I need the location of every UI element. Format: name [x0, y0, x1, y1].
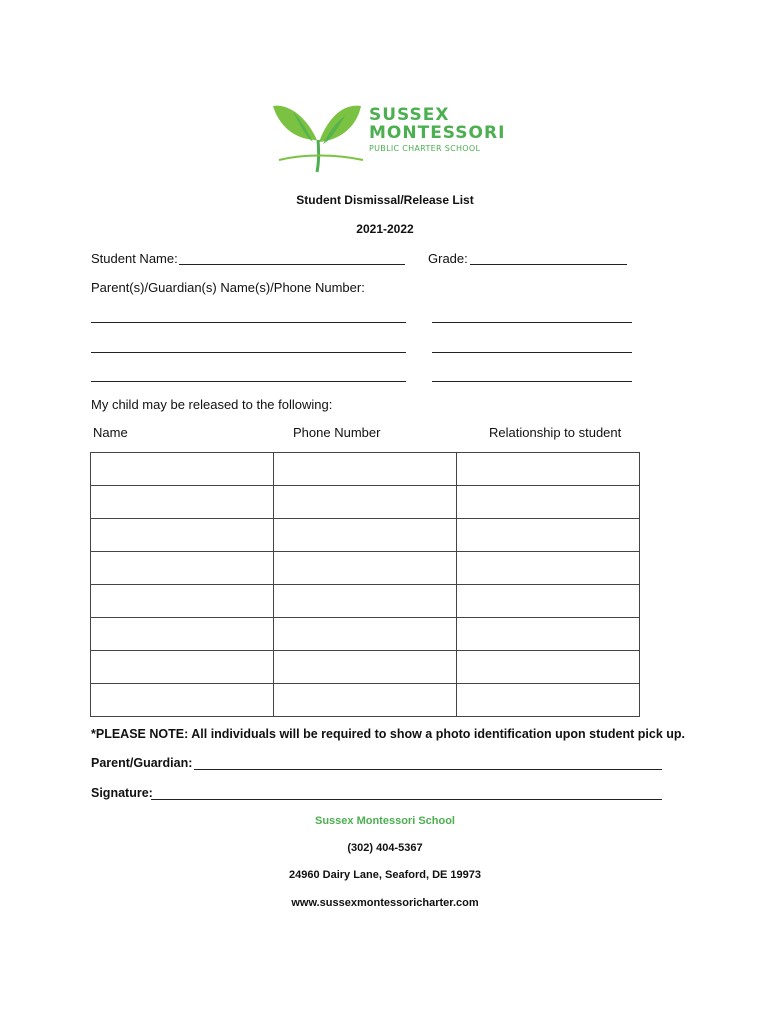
page-title: Student Dismissal/Release List [296, 193, 474, 207]
relationship-cell[interactable] [457, 453, 640, 486]
relationship-cell[interactable] [457, 486, 640, 519]
phone-cell[interactable] [274, 453, 457, 486]
phone-cell[interactable] [274, 585, 457, 618]
relationship-cell[interactable] [457, 519, 640, 552]
table-row [91, 651, 640, 684]
parent-name-field-3[interactable] [91, 381, 406, 382]
parent-phone-field-3[interactable] [432, 381, 632, 382]
school-year: 2021-2022 [356, 222, 414, 236]
parent-phone-field-1[interactable] [432, 322, 632, 323]
name-cell[interactable] [91, 519, 274, 552]
footer-website[interactable]: www.sussexmontessoricharter.com [291, 897, 479, 909]
footer-address: 24960 Dairy Lane, Seaford, DE 19973 [289, 869, 481, 881]
table-row [91, 552, 640, 585]
signature-label: Signature: [91, 786, 153, 800]
logo-text-subtitle: PUBLIC CHARTER SCHOOL [369, 144, 481, 153]
name-cell[interactable] [91, 453, 274, 486]
parent-name-field-2[interactable] [91, 352, 406, 353]
table-row [91, 684, 640, 717]
table-header-relationship: Relationship to student [489, 425, 622, 440]
table-row [91, 585, 640, 618]
phone-cell[interactable] [274, 552, 457, 585]
logo-text-montessori: MONTESSORI [369, 123, 506, 143]
footer-phone: (302) 404-5367 [347, 842, 423, 854]
table-row [91, 519, 640, 552]
phone-cell[interactable] [274, 486, 457, 519]
name-cell[interactable] [91, 618, 274, 651]
phone-cell[interactable] [274, 519, 457, 552]
name-cell[interactable] [91, 552, 274, 585]
student-name-label: Student Name: [91, 251, 178, 266]
relationship-cell[interactable] [457, 552, 640, 585]
logo-text-sussex: SUSSEX [369, 105, 450, 125]
parents-label: Parent(s)/Guardian(s) Name(s)/Phone Number: [91, 280, 365, 295]
table-row [91, 453, 640, 486]
table-row [91, 618, 640, 651]
release-table [90, 452, 640, 717]
relationship-cell[interactable] [457, 684, 640, 717]
parent-guardian-label: Parent/Guardian: [91, 756, 193, 770]
parent-phone-field-2[interactable] [432, 352, 632, 353]
phone-cell[interactable] [274, 618, 457, 651]
table-header-phone: Phone Number [293, 425, 381, 440]
grade-field[interactable] [470, 264, 627, 265]
phone-cell[interactable] [274, 651, 457, 684]
photo-id-note: *PLEASE NOTE: All individuals will be required to show a photo identification upon student pick up. [91, 727, 686, 741]
school-logo [273, 100, 506, 180]
table-header-name: Name [93, 425, 128, 440]
grade-label: Grade: [428, 251, 468, 266]
name-cell[interactable] [91, 486, 274, 519]
name-cell[interactable] [91, 684, 274, 717]
student-name-field[interactable] [179, 264, 405, 265]
name-cell[interactable] [91, 651, 274, 684]
parent-guardian-field[interactable] [194, 769, 662, 770]
name-cell[interactable] [91, 585, 274, 618]
release-label: My child may be released to the following: [91, 397, 333, 412]
relationship-cell[interactable] [457, 585, 640, 618]
signature-field[interactable] [151, 799, 662, 800]
parent-name-field-1[interactable] [91, 322, 406, 323]
table-row [91, 486, 640, 519]
leaf-logo-icon [273, 100, 369, 180]
footer-school-name: Sussex Montessori School [315, 815, 455, 827]
phone-cell[interactable] [274, 684, 457, 717]
relationship-cell[interactable] [457, 651, 640, 684]
relationship-cell[interactable] [457, 618, 640, 651]
